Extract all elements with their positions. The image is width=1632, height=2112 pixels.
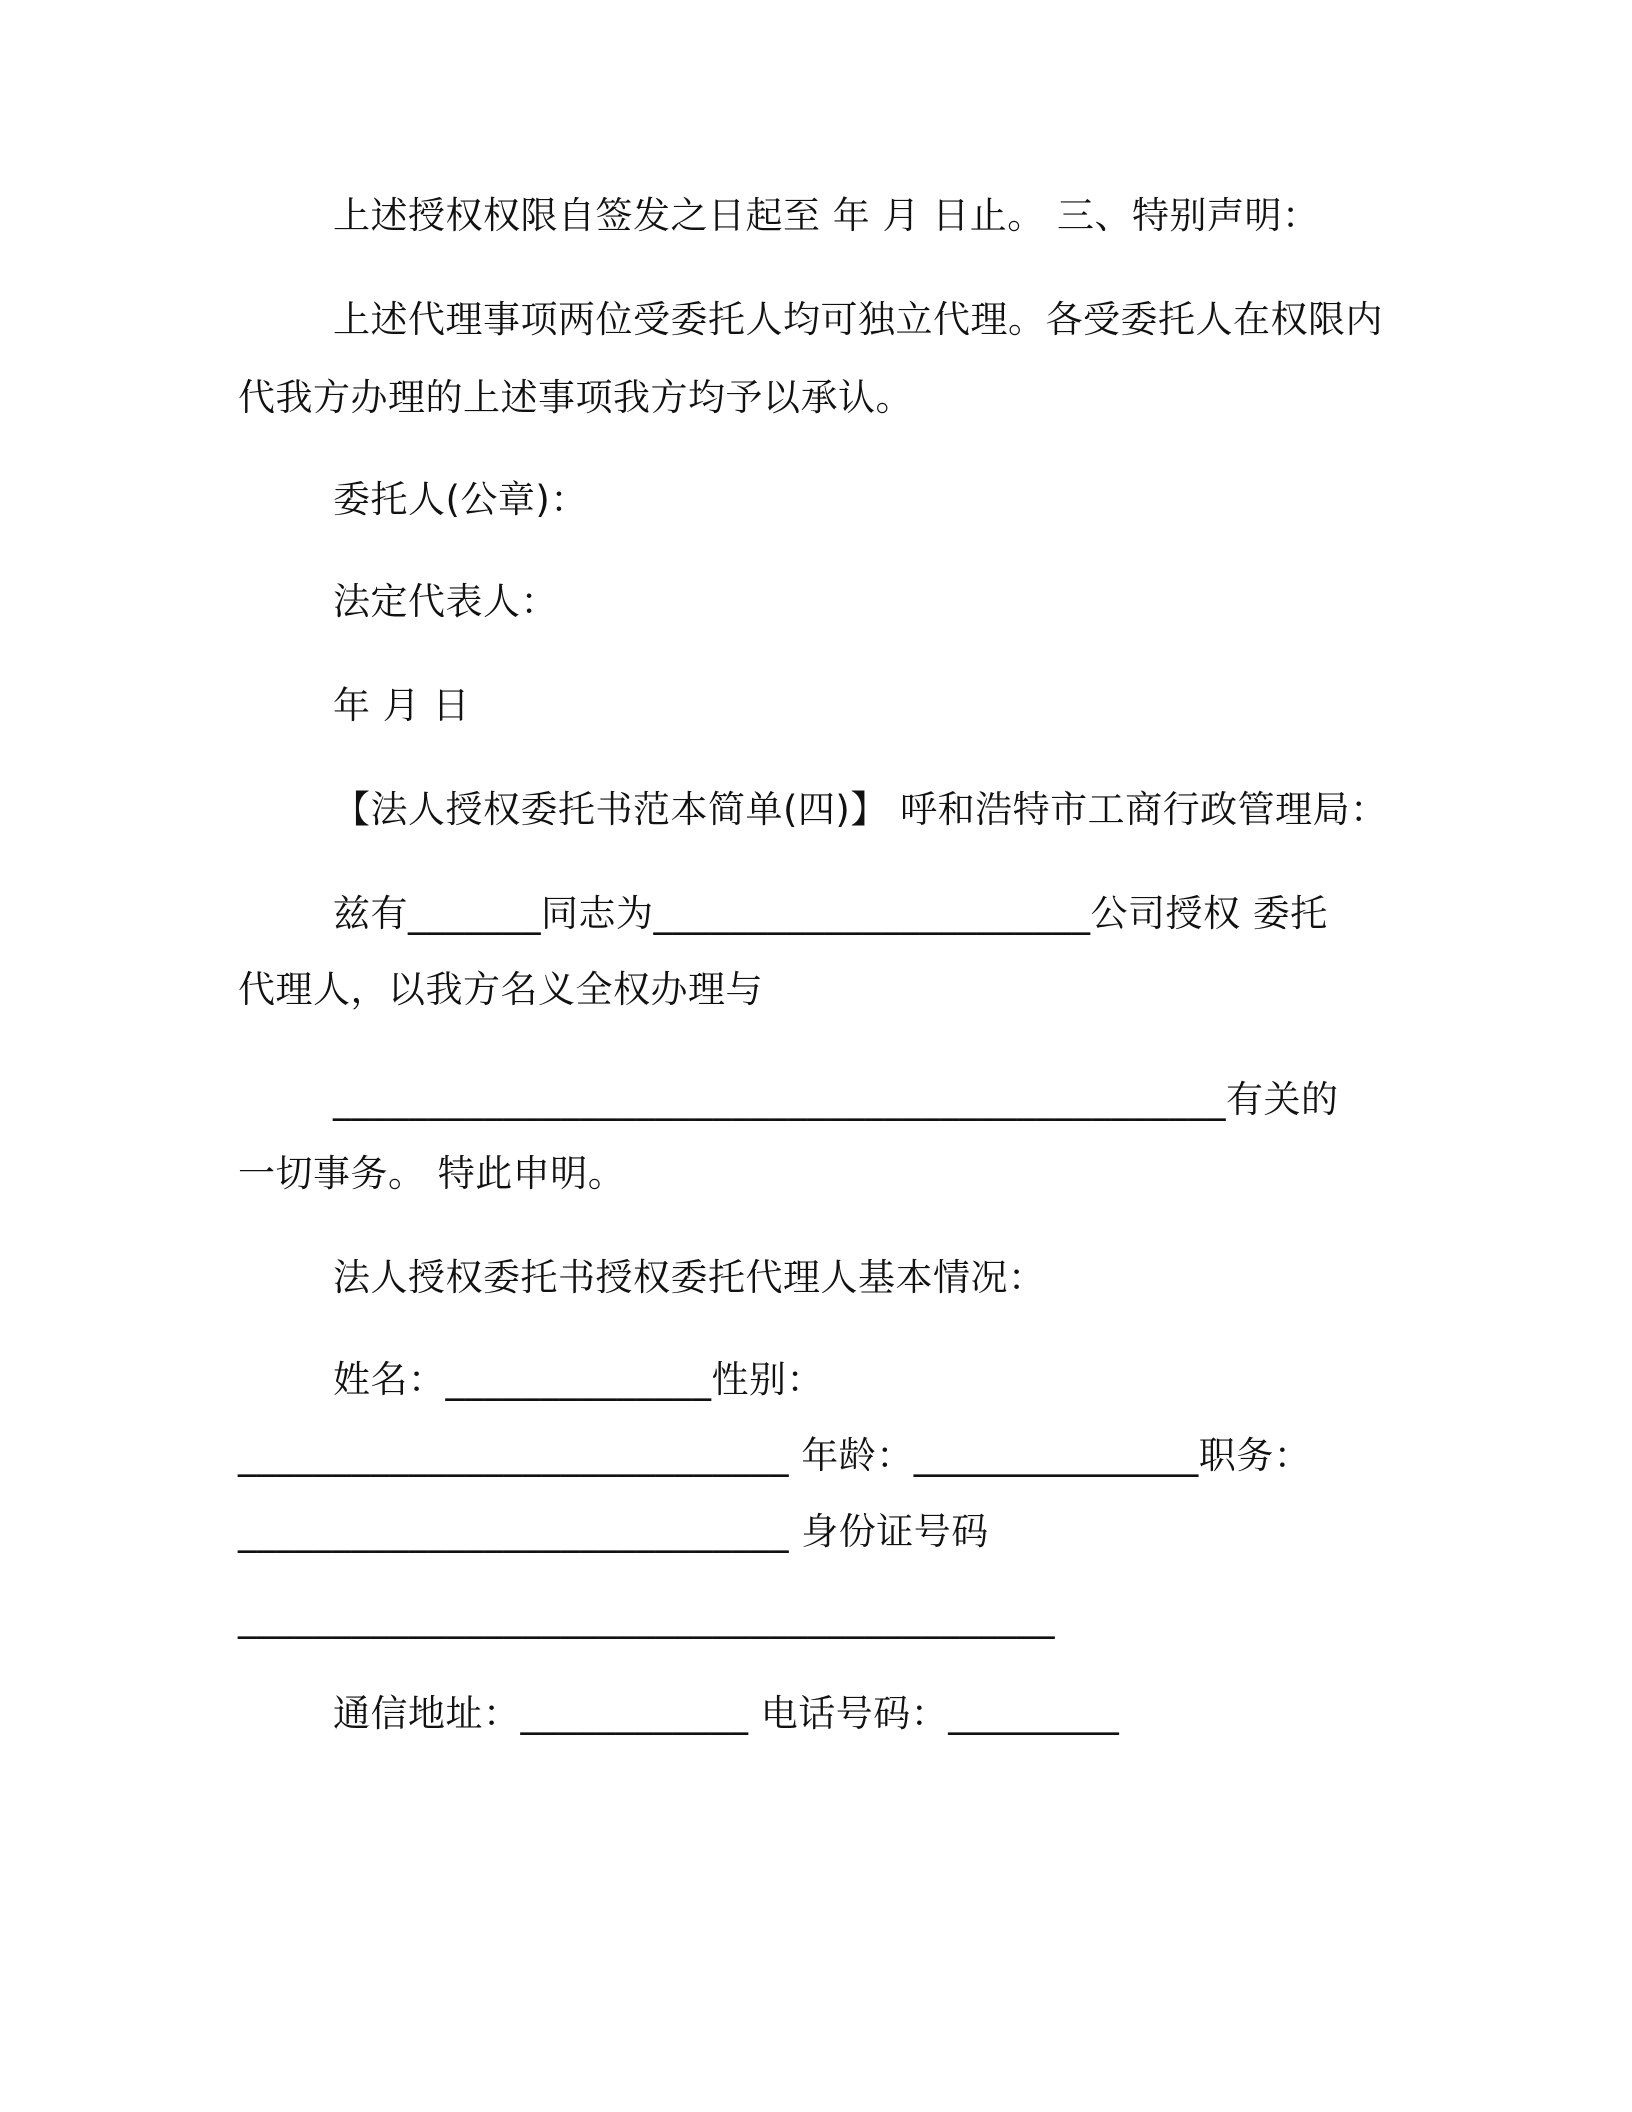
principal-seal-label: 委托人(公章)： <box>333 478 588 521</box>
authorization-body-line-2: 代理人，以我方名义全权办理与 <box>238 968 763 1011</box>
id-number-line: _____________________________ 身份证号码 <box>238 1510 989 1553</box>
agent-info-heading: 法人授权委托书授权委托代理人基本情况： <box>333 1256 1046 1299</box>
legal-representative-label: 法定代表人： <box>333 580 558 623</box>
agency-statement-line-1: 上述代理事项两位受委托人均可独立代理。各受委托人在权限内 <box>333 298 1383 341</box>
declaration-line: 一切事务。 特此申明。 <box>238 1152 626 1195</box>
section-heading-line: 【法人授权委托书范本简单(四)】 呼和浩特市工商行政管理局： <box>333 788 1388 831</box>
name-gender-line: 姓名：______________性别： <box>333 1358 824 1401</box>
authorization-body-line-1: 兹有_______同志为_______________________公司授权 委托 <box>333 892 1328 935</box>
authorization-period-line: 上述授权权限自签发之日起至 年 月 日止。 三、特别声明： <box>333 194 1320 237</box>
age-position-line: _____________________________ 年龄：_______________职务： <box>238 1434 1312 1477</box>
date-line: 年 月 日 <box>333 684 471 727</box>
authorization-body-line-3: _______________________________________________有关的 <box>333 1078 1339 1121</box>
address-phone-line: 通信地址：____________ 电话号码：_________ <box>333 1692 1120 1735</box>
agency-statement-line-2: 代我方办理的上述事项我方均予以承认。 <box>238 376 913 419</box>
id-number-blank-line: ___________________________________________ <box>238 1596 1055 1639</box>
